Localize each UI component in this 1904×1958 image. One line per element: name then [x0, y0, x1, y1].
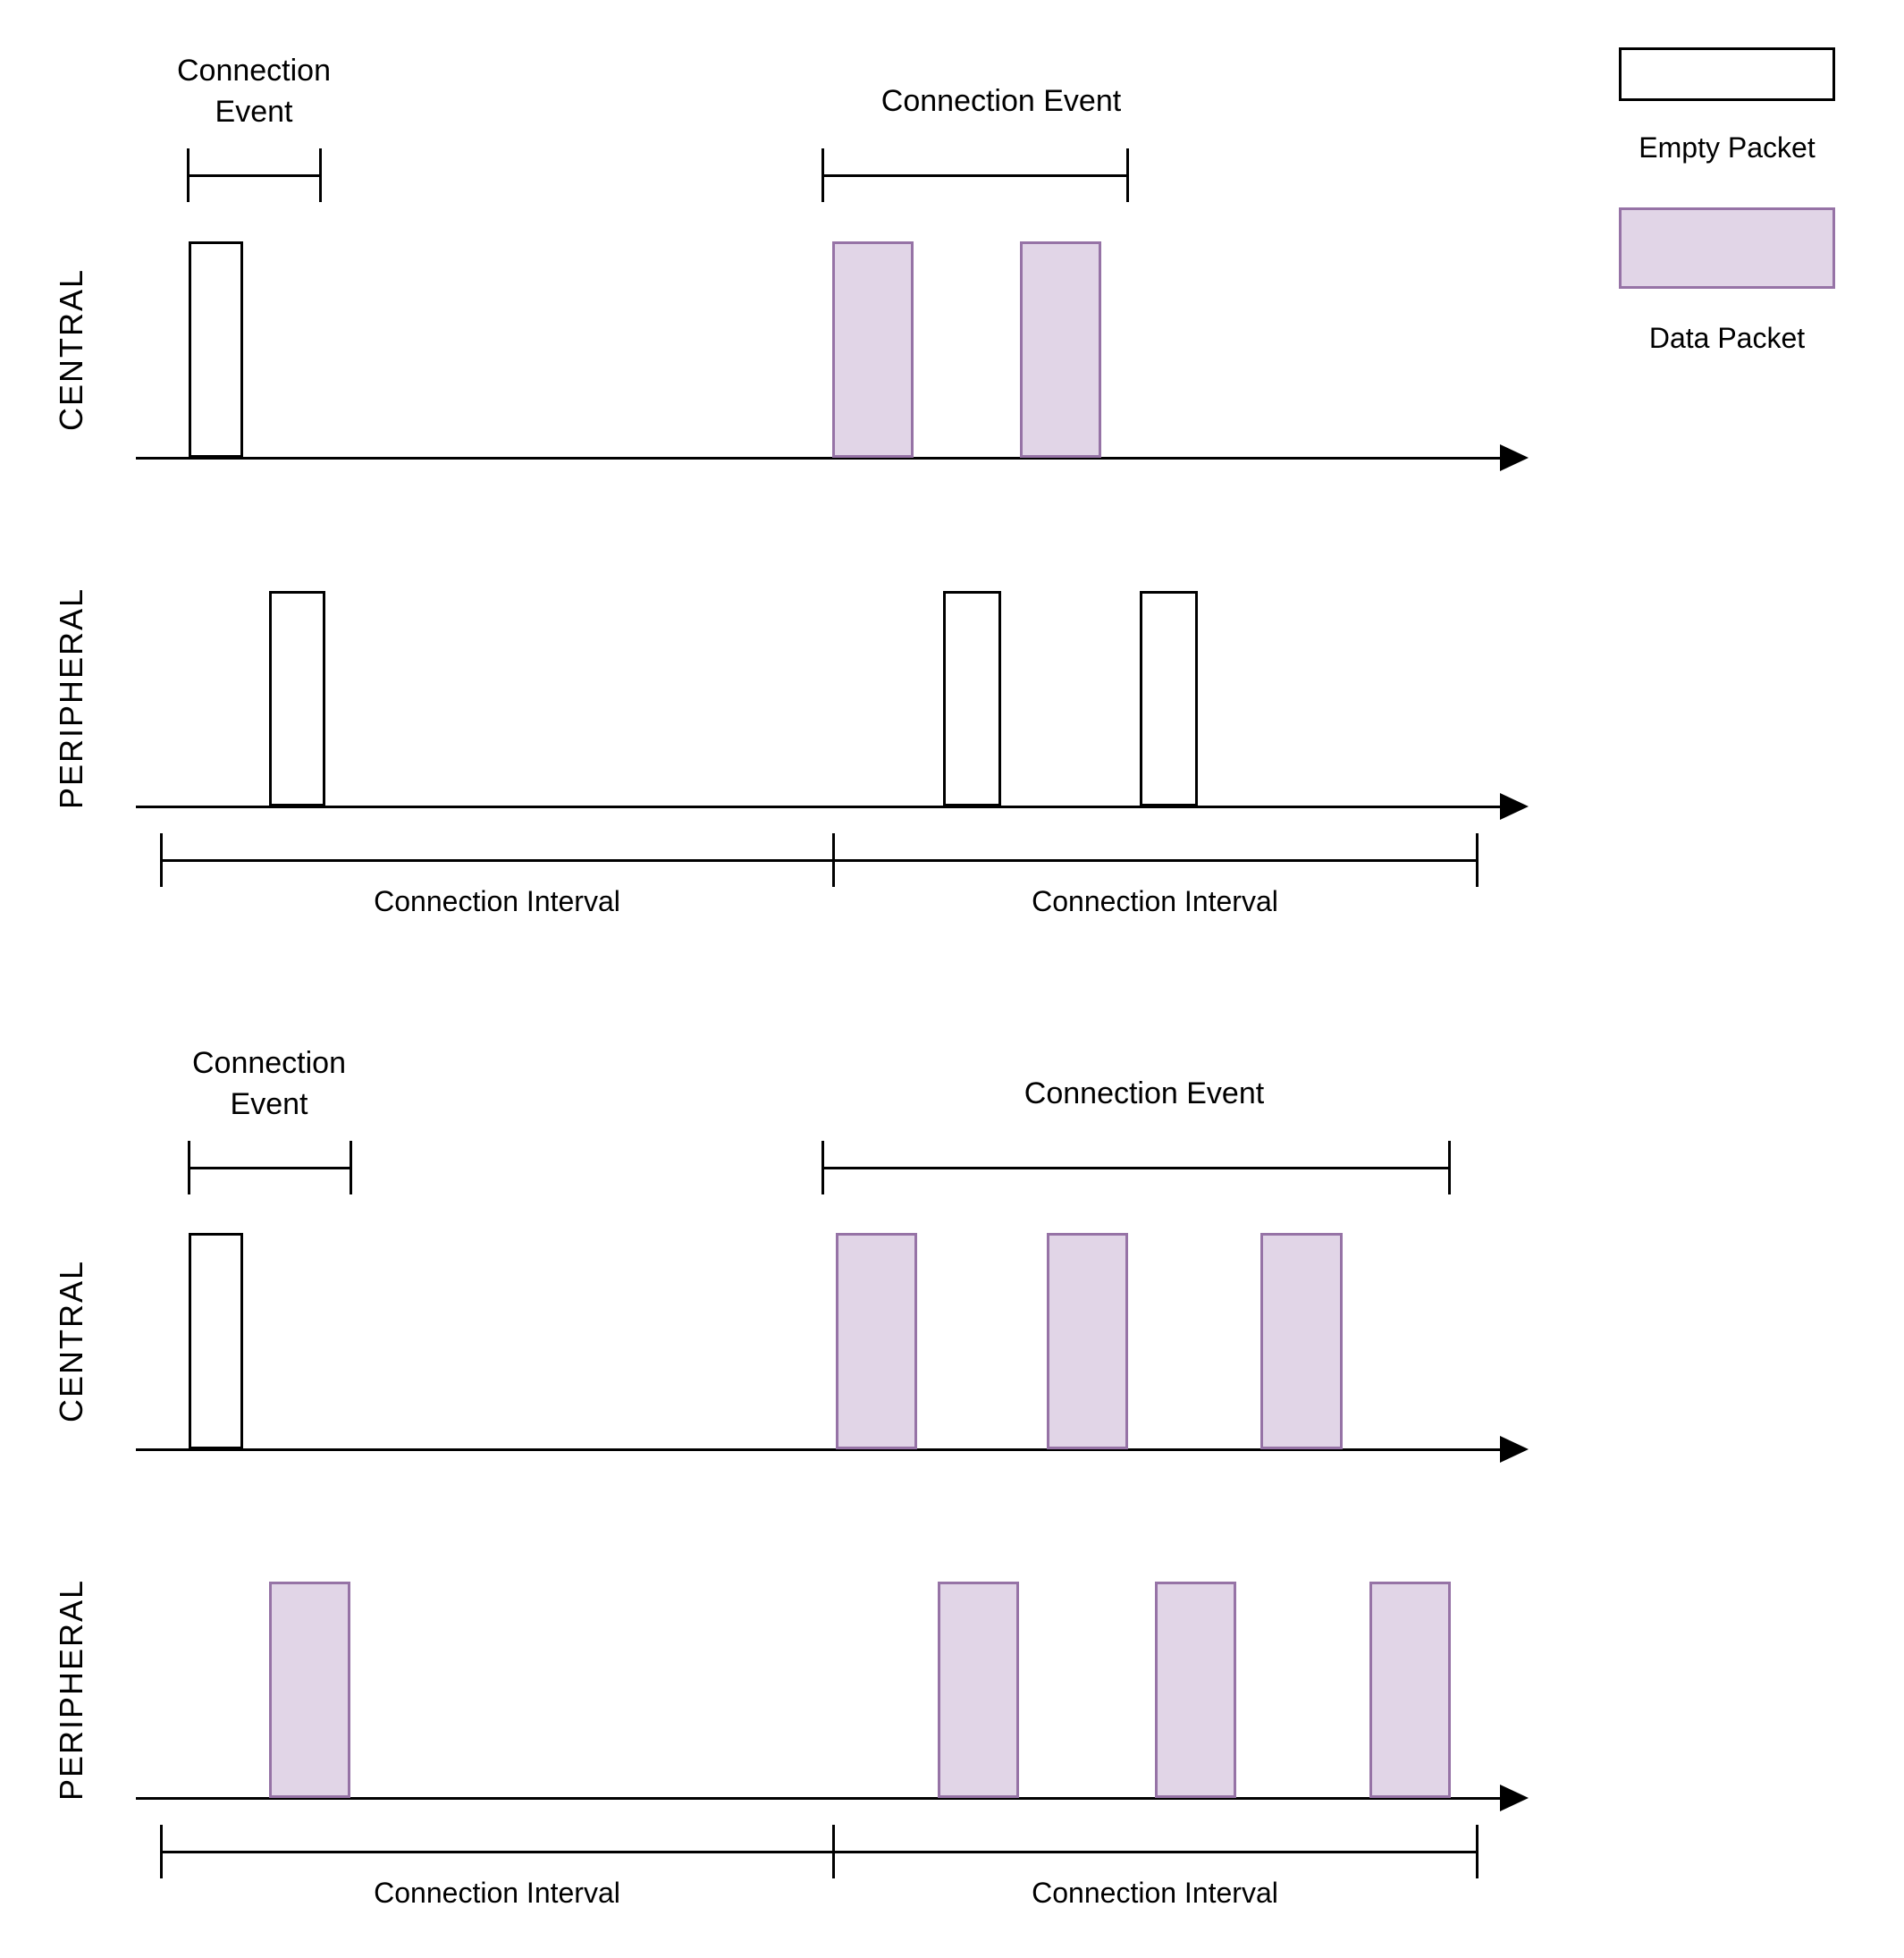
diagram-1-central-data-packet-3: [1020, 241, 1101, 458]
diagram-2-central-data-packet-2: [836, 1233, 917, 1449]
diagram-1-central-empty-packet-1: [189, 241, 243, 458]
diagram-2-central-timeline-arrow-icon: [1500, 1436, 1529, 1463]
diagram-1-interval-bracket-2-label: Connection Interval: [1032, 885, 1278, 917]
diagram-1-interval-bracket-1-label: Connection Interval: [374, 885, 620, 917]
diagram-1-event-bracket-2-tick-1: [821, 148, 824, 202]
diagram-2-interval-bracket-1-tick-1: [160, 1825, 163, 1878]
diagram-1-peripheral-empty-packet-1: [269, 591, 325, 806]
diagram-2-central-empty-packet-1: [189, 1233, 243, 1449]
diagram-1-peripheral-timeline-arrow-icon: [1500, 793, 1529, 820]
diagram-1-peripheral-timeline: [136, 806, 1505, 808]
diagram-2-event-bracket-1-line: [189, 1167, 350, 1169]
legend-data-packet-swatch: [1619, 207, 1835, 289]
diagram-2-peripheral-label: PERIPHERAL: [53, 1578, 89, 1802]
diagram-1-central-data-packet-2: [832, 241, 914, 458]
diagram-2-central-label: CENTRAL: [53, 1259, 89, 1423]
diagram-1-central-timeline: [136, 457, 1505, 460]
diagram-1-peripheral-empty-packet-2: [943, 591, 1001, 806]
diagram-2-interval-bracket-1-label: Connection Interval: [374, 1877, 620, 1909]
diagram-1-interval-bracket-2-line: [833, 859, 1477, 862]
diagram-2-event-bracket-1-tick-1: [188, 1141, 190, 1194]
diagram-1-interval-bracket-2-tick-2: [1476, 833, 1479, 887]
diagram-1-event-bracket-1-label: Connection Event: [176, 54, 331, 129]
diagram-1-interval-bracket-1-tick-1: [160, 833, 163, 887]
diagram-1-event-bracket-1-line: [188, 174, 320, 177]
diagram-2-event-bracket-2-line: [822, 1167, 1449, 1169]
diagram-1-event-bracket-2-label: Connection Event: [880, 84, 1122, 118]
diagram-1-interval-bracket-2-tick-1: [832, 833, 835, 887]
diagram-1-event-bracket-2-tick-2: [1126, 148, 1129, 202]
diagram-2-event-bracket-2-tick-2: [1448, 1141, 1451, 1194]
diagram-1-peripheral-empty-packet-3: [1140, 591, 1198, 806]
diagram-2-central-data-packet-3: [1047, 1233, 1128, 1449]
diagram-1-event-bracket-2-line: [822, 174, 1127, 177]
diagram-2-interval-bracket-2-tick-1: [832, 1825, 835, 1878]
legend-empty-packet-label: Empty Packet: [1639, 131, 1816, 164]
diagram-2-peripheral-data-packet-2: [938, 1582, 1019, 1798]
diagram-1-interval-bracket-1-line: [161, 859, 833, 862]
diagram-1-central-label: CENTRAL: [53, 267, 89, 432]
diagram-1-peripheral-label: PERIPHERAL: [53, 587, 89, 810]
diagram-2-event-bracket-2-label: Connection Event: [1024, 1076, 1265, 1110]
diagram-2-peripheral-data-packet-1: [269, 1582, 350, 1798]
diagram-2-event-bracket-2-tick-1: [821, 1141, 824, 1194]
diagram-1-central-timeline-arrow-icon: [1500, 444, 1529, 471]
diagram-2-interval-bracket-1-line: [161, 1851, 833, 1853]
diagram-1-event-bracket-1-tick-1: [187, 148, 190, 202]
diagram-2-central-data-packet-4: [1260, 1233, 1343, 1449]
diagram-2-peripheral-data-packet-3: [1155, 1582, 1236, 1798]
diagram-2-peripheral-data-packet-4: [1369, 1582, 1451, 1798]
diagram-2-peripheral-timeline-arrow-icon: [1500, 1785, 1529, 1811]
diagram-2-interval-bracket-2-label: Connection Interval: [1032, 1877, 1278, 1909]
diagram-2-event-bracket-1-label: Connection Event: [191, 1046, 346, 1121]
legend-data-packet-label: Data Packet: [1648, 322, 1806, 354]
diagram-1-event-bracket-1-tick-2: [319, 148, 322, 202]
diagram-2-event-bracket-1-tick-2: [350, 1141, 352, 1194]
diagram-2-interval-bracket-2-tick-2: [1476, 1825, 1479, 1878]
legend-empty-packet-swatch: [1619, 47, 1835, 101]
diagram-2-interval-bracket-2-line: [833, 1851, 1477, 1853]
